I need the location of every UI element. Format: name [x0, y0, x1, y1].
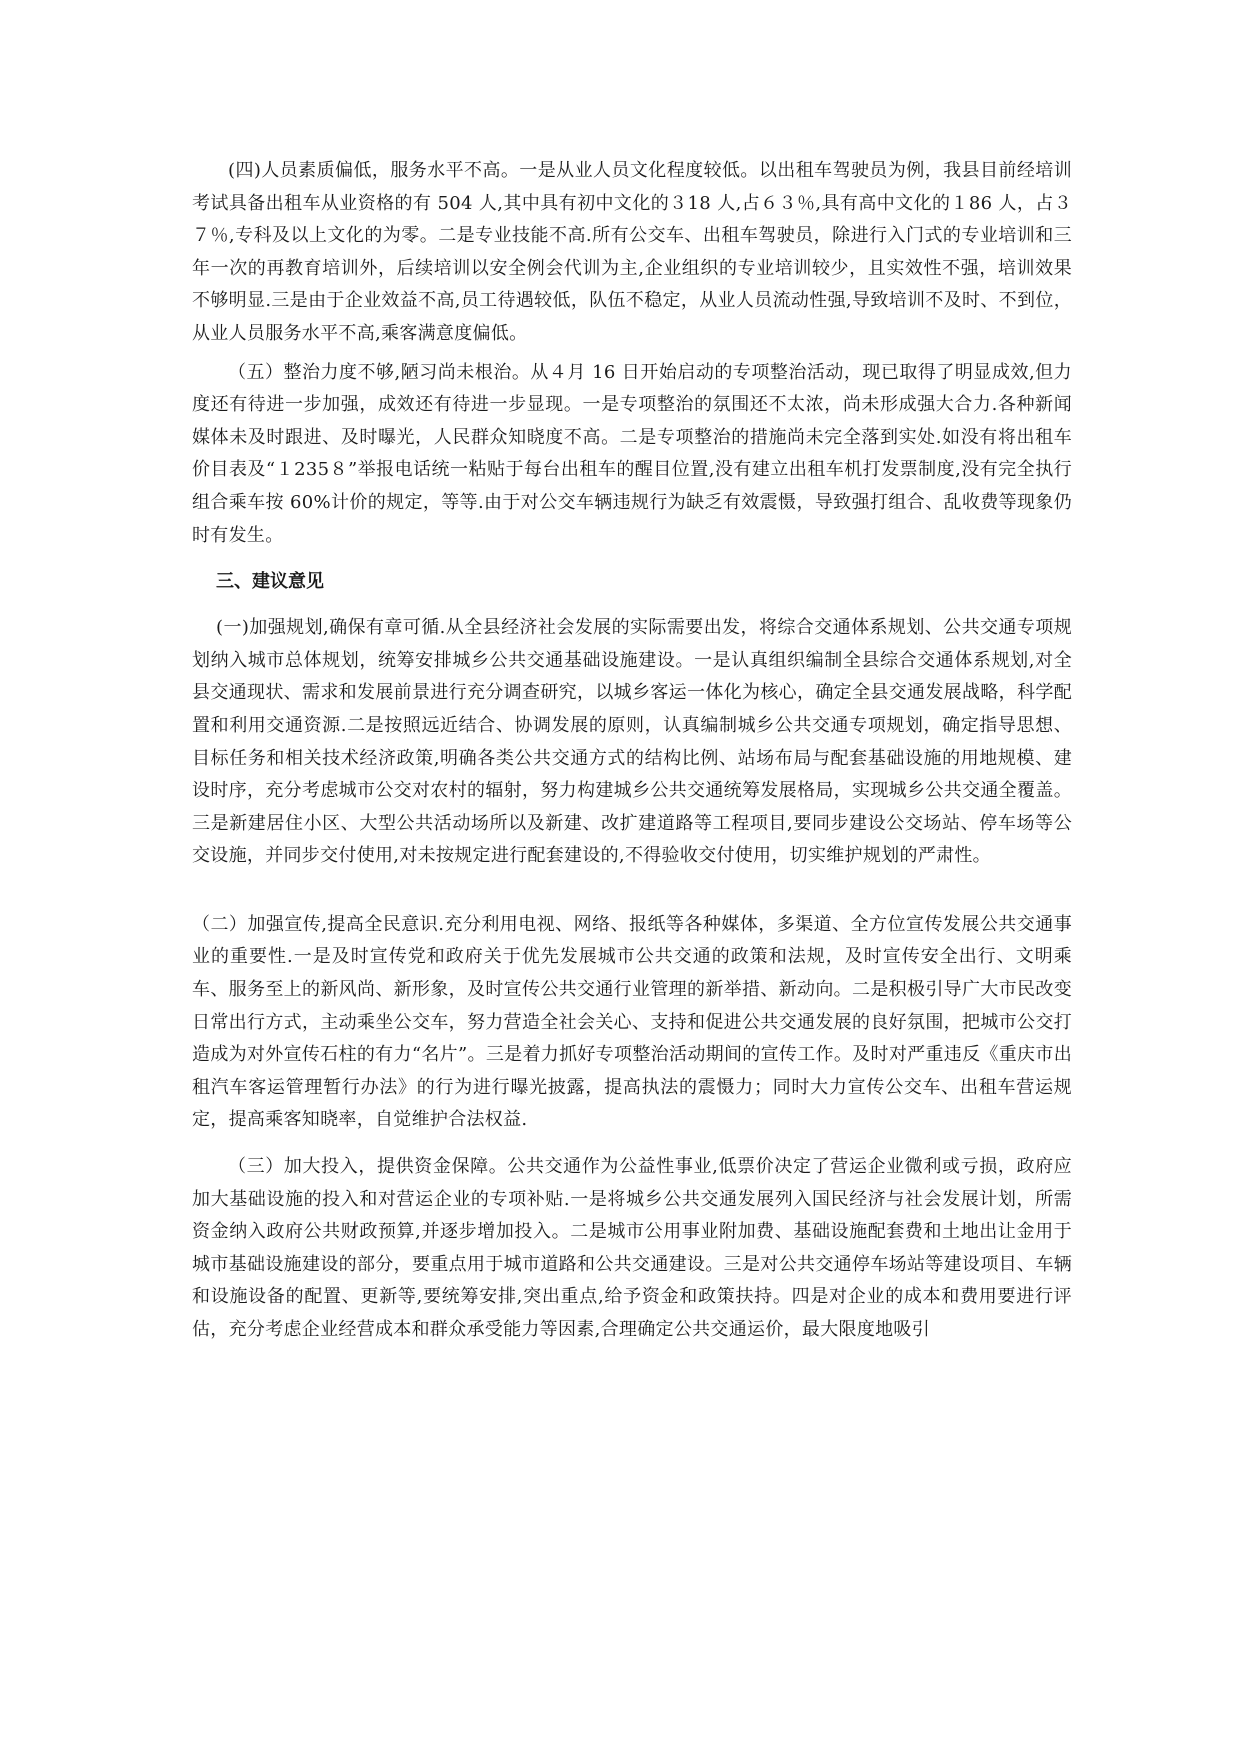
paragraph-investment: （三）加大投入，提供资金保障。公共交通作为公益性事业,低票价决定了营运企业微利或亏损，政府应加大基础设施的投入和对营运企业的专项补贴.一是将城乡公共交通发展列入国民经济与社会发展计划，所需资金纳入政府公共财政预算,并逐步增加投入。二是城市公用事业附加费、基础设施配套费和土地出让金用于城市基础设施建设的部分，要重点用于城市道路和公共交通建设。三是对公共交通停车场站等建设项目、车辆和设施设备的配置、更新等,要统筹安排,突出重点,给予资金和政策扶持。四是对企业的成本和费用要进行评估，充分考虑企业经营成本和群众承受能力等因素,合理确定公共交通运价，最大限度地吸引: [192, 1156, 1072, 1340]
paragraph-rectification-effort: （五）整治力度不够,陋习尚未根治。从４月 16 日开始启动的专项整治活动，现已取得了明显成效,但力度还有待进一步加强，成效还有待进一步显现。一是专项整治的氛围还不太浓，尚未形成强大合力.各种新闻媒体未及时跟进、及时曝光，人民群众知晓度不高。二是专项整治的措施尚未完全落到实处.如没有将出租车价目表及“１235８”举报电话统一粘贴于每台出租车的醒目位置,没有建立出租车机打发票制度,没有完全执行组合乘车按 60%计价的规定，等等.由于对公交车辆违规行为缺乏有效震慑，导致强打组合、乱收费等现象仍时有发生。: [192, 361, 1072, 546]
paragraph-publicity: （二）加强宣传,提高全民意识.充分利用电视、网络、报纸等各种媒体，多渠道、全方位宣传发展公共交通事业的重要性.一是及时宣传党和政府关于优先发展城市公共交通的政策和法规，及时宣传安全出行、文明乘车、服务至上的新风尚、新形象，及时宣传公共交通行业管理的新举措、新动向。二是积极引导广大市民改变日常出行方式，主动乘坐公交车，努力营造全社会关心、支持和促进公共交通发展的良好氛围，把城市公交打造成为对外宣传石柱的有力“名片”。三是着力抓好专项整治活动期间的宣传工作。及时对严重违反《重庆市出租汽车客运管理暂行办法》的行为进行曝光披露，提高执法的震慑力；同时大力宣传公交车、出租车营运规定，提高乘客知晓率，自觉维护合法权益.: [192, 913, 1072, 1131]
paragraph-planning: (一)加强规划,确保有章可循.从全县经济社会发展的实际需要出发，将综合交通体系规划、公共交通专项规划纳入城市总体规划，统筹安排城乡公共交通基础设施建设。一是认真组织编制全县综合交通体系规划,对全县交通现状、需求和发展前景进行充分调查研究，以城乡客运一体化为核心，确定全县交通发展战略，科学配置和利用交通资源.二是按照远近结合、协调发展的原则，认真编制城乡公共交通专项规划，确定指导思想、目标任务和相关技术经济政策,明确各类公共交通方式的结构比例、站场布局与配套基础设施的用地规模、建设时序，充分考虑城市公交对农村的辐射，努力构建城乡公共交通统筹发展格局，实现城乡公共交通全覆盖。三是新建居住小区、大型公共活动场所以及新建、改扩建道路等工程项目,要同步建设公交场站、停车场等公交设施，并同步交付使用,对未按规定进行配套建设的,不得验收交付使用，切实维护规划的严肃性。: [192, 617, 1072, 867]
section-heading-suggestions: 三、建议意见: [216, 571, 324, 593]
paragraph-personnel-quality: (四)人员素质偏低，服务水平不高。一是从业人员文化程度较低。以出租车驾驶员为例，我县目前经培训考试具备出租车从业资格的有 504 人,其中具有初中文化的３18 人,占６３％,具有高中文化的１86 人，占３７％,专科及以上文化的为零。二是专业技能不高.所有公交车、出租车驾驶员，除进行入门式的专业培训和三年一次的再教育培训外，后续培训以安全例会代训为主,企业组织的专业培训较少，且实效性不强，培训效果不够明显.三是由于企业效益不高,员工待遇较低，队伍不稳定，从业人员流动性强,导致培训不及时、不到位，从业人员服务水平不高,乘客满意度偏低。: [192, 160, 1072, 344]
document-page: [192, 155, 1072, 1347]
